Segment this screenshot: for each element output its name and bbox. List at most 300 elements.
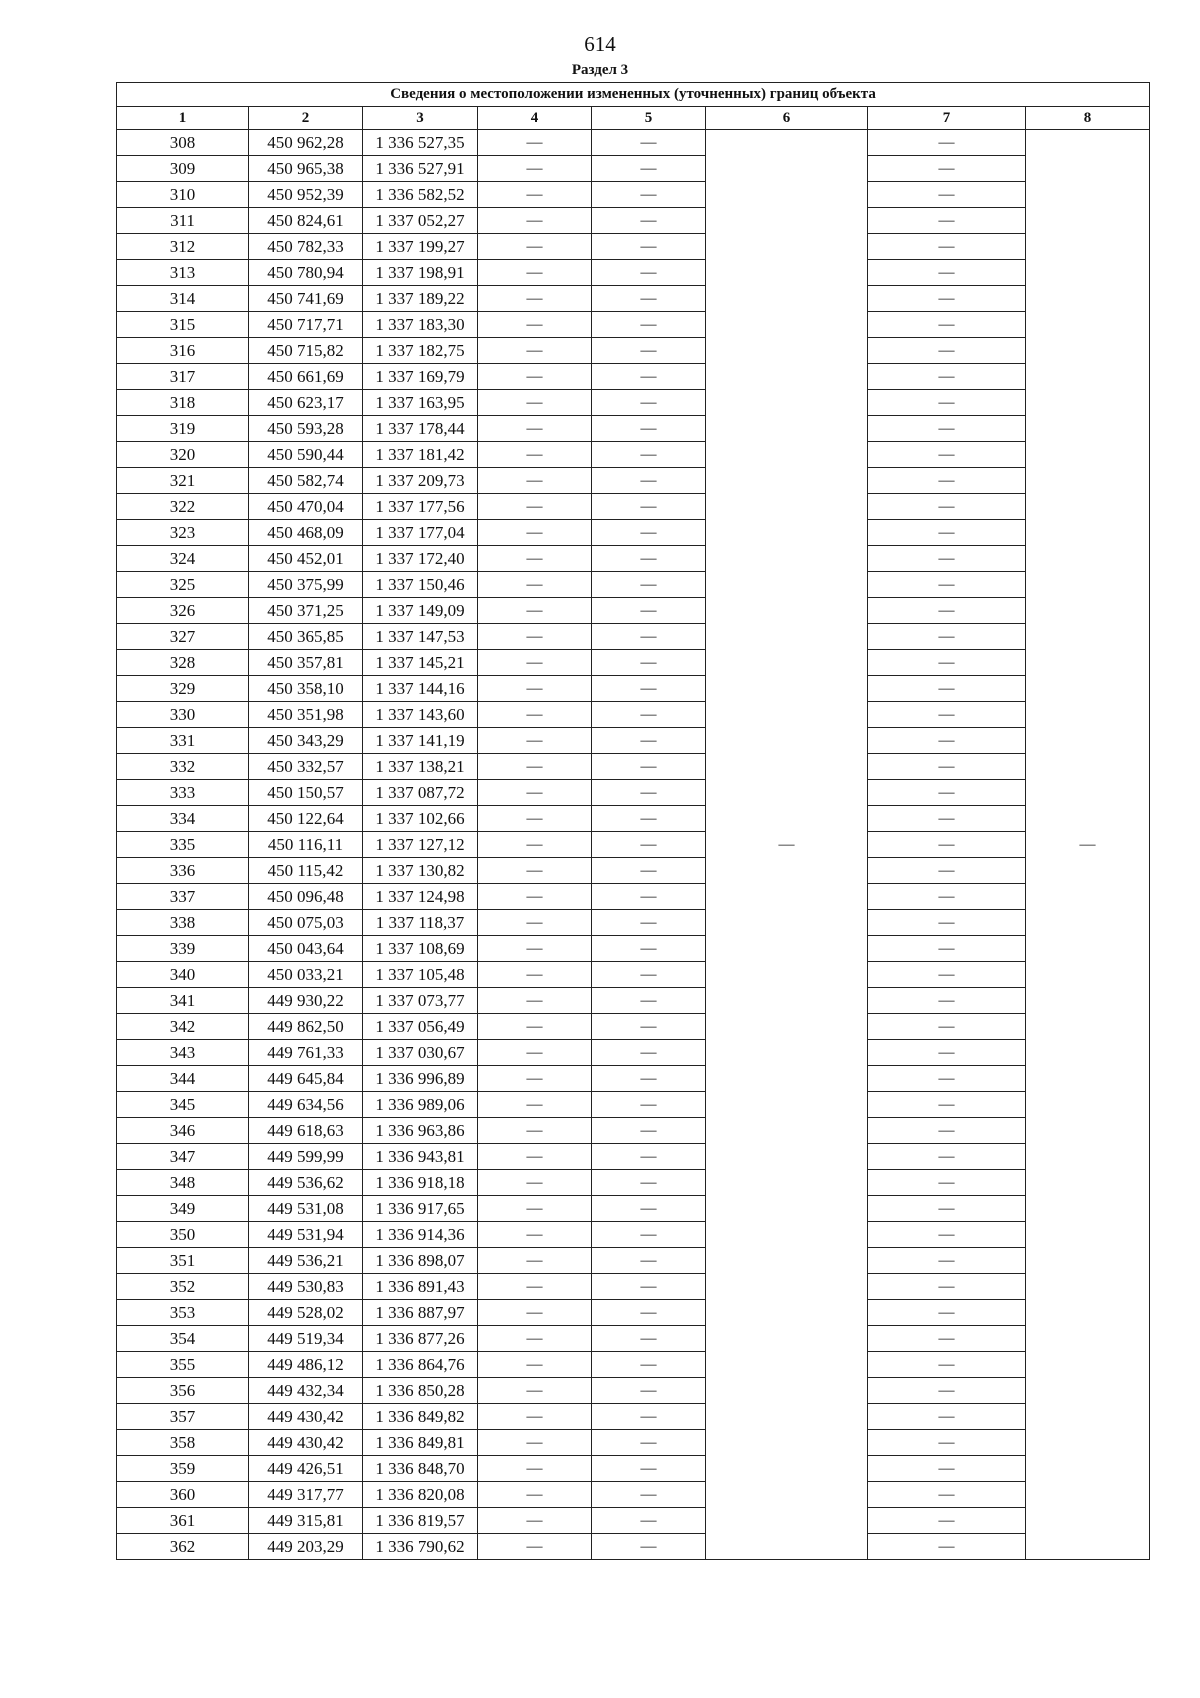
coord-x: 450 452,01 <box>249 546 363 572</box>
col7-dash: — <box>868 754 1026 780</box>
coord-x: 450 033,21 <box>249 962 363 988</box>
col5-dash: — <box>592 1248 706 1274</box>
table-row <box>117 702 1150 728</box>
col7-dash: — <box>868 234 1026 260</box>
col7-dash: — <box>868 572 1026 598</box>
column-number: 5 <box>592 107 706 130</box>
coord-x: 449 315,81 <box>249 1508 363 1534</box>
col7-dash: — <box>868 1404 1026 1430</box>
coord-y: 1 336 943,81 <box>363 1144 478 1170</box>
coord-x: 449 618,63 <box>249 1118 363 1144</box>
coord-x: 449 203,29 <box>249 1534 363 1560</box>
coord-x: 450 357,81 <box>249 650 363 676</box>
col5-dash: — <box>592 338 706 364</box>
col5-dash: — <box>592 234 706 260</box>
point-number: 328 <box>117 650 249 676</box>
coord-x: 450 150,57 <box>249 780 363 806</box>
col5-dash: — <box>592 364 706 390</box>
point-number: 313 <box>117 260 249 286</box>
col7-dash: — <box>868 416 1026 442</box>
point-number: 319 <box>117 416 249 442</box>
coord-x: 450 332,57 <box>249 754 363 780</box>
col5-dash: — <box>592 754 706 780</box>
point-number: 350 <box>117 1222 249 1248</box>
point-number: 323 <box>117 520 249 546</box>
point-number: 335 <box>117 832 249 858</box>
col7-dash: — <box>868 728 1026 754</box>
point-number: 327 <box>117 624 249 650</box>
col4-dash: — <box>478 1118 592 1144</box>
coord-y: 1 337 163,95 <box>363 390 478 416</box>
section-title: Раздел 3 <box>571 62 629 78</box>
col7-dash: — <box>868 832 1026 858</box>
col7-dash: — <box>868 130 1026 156</box>
table-row <box>117 1014 1150 1040</box>
col4-dash: — <box>478 702 592 728</box>
table-row <box>117 728 1150 754</box>
coord-y: 1 337 199,27 <box>363 234 478 260</box>
coord-x: 450 661,69 <box>249 364 363 390</box>
coord-x: 449 634,56 <box>249 1092 363 1118</box>
col5-dash: — <box>592 312 706 338</box>
coord-x: 450 590,44 <box>249 442 363 468</box>
coord-x: 449 930,22 <box>249 988 363 1014</box>
point-number: 353 <box>117 1300 249 1326</box>
coord-y: 1 337 181,42 <box>363 442 478 468</box>
table-row <box>117 1118 1150 1144</box>
col7-dash: — <box>868 442 1026 468</box>
col7-dash: — <box>868 520 1026 546</box>
table-row <box>117 390 1150 416</box>
coord-x: 449 486,12 <box>249 1352 363 1378</box>
coord-y: 1 336 850,28 <box>363 1378 478 1404</box>
col4-dash: — <box>478 1040 592 1066</box>
coord-x: 449 862,50 <box>249 1014 363 1040</box>
col4-dash: — <box>478 832 592 858</box>
table-row <box>117 520 1150 546</box>
col5-dash: — <box>592 832 706 858</box>
col4-dash: — <box>478 312 592 338</box>
col5-dash: — <box>592 1456 706 1482</box>
col5-dash: — <box>592 1430 706 1456</box>
col4-dash: — <box>478 156 592 182</box>
col7-dash: — <box>868 1222 1026 1248</box>
coord-y: 1 336 996,89 <box>363 1066 478 1092</box>
col4-dash: — <box>478 806 592 832</box>
col5-dash: — <box>592 1222 706 1248</box>
coord-y: 1 337 056,49 <box>363 1014 478 1040</box>
col7-dash: — <box>868 910 1026 936</box>
table-caption: Сведения о местоположении измененных (уточненных) границ объекта <box>117 83 1150 107</box>
table-row <box>117 416 1150 442</box>
coord-y: 1 337 087,72 <box>363 780 478 806</box>
coord-x: 449 430,42 <box>249 1430 363 1456</box>
col7-dash: — <box>868 1430 1026 1456</box>
coord-y: 1 337 177,04 <box>363 520 478 546</box>
col5-dash: — <box>592 1118 706 1144</box>
table-row <box>117 1326 1150 1352</box>
coord-y: 1 336 864,76 <box>363 1352 478 1378</box>
col7-dash: — <box>868 546 1026 572</box>
point-number: 348 <box>117 1170 249 1196</box>
coord-y: 1 336 917,65 <box>363 1196 478 1222</box>
col7-dash: — <box>868 1196 1026 1222</box>
column-number: 3 <box>363 107 478 130</box>
col4-dash: — <box>478 754 592 780</box>
col7-dash: — <box>868 806 1026 832</box>
col5-dash: — <box>592 1534 706 1560</box>
col5-dash: — <box>592 1300 706 1326</box>
col4-dash: — <box>478 650 592 676</box>
col7-dash: — <box>868 338 1026 364</box>
table-row <box>117 1066 1150 1092</box>
column-number: 1 <box>117 107 249 130</box>
table-row <box>117 468 1150 494</box>
table-row <box>117 1352 1150 1378</box>
column-number: 2 <box>249 107 363 130</box>
col5-dash: — <box>592 468 706 494</box>
col7-dash: — <box>868 1170 1026 1196</box>
table-row <box>117 156 1150 182</box>
point-number: 326 <box>117 598 249 624</box>
col7-dash: — <box>868 312 1026 338</box>
col4-dash: — <box>478 1508 592 1534</box>
point-number: 346 <box>117 1118 249 1144</box>
col4-dash: — <box>478 858 592 884</box>
column-number: 7 <box>868 107 1026 130</box>
col4-dash: — <box>478 1092 592 1118</box>
col7-dash: — <box>868 1040 1026 1066</box>
table-row <box>117 1482 1150 1508</box>
point-number: 324 <box>117 546 249 572</box>
table-row <box>117 494 1150 520</box>
coord-y: 1 336 819,57 <box>363 1508 478 1534</box>
table-row <box>117 260 1150 286</box>
table-row <box>117 546 1150 572</box>
coord-y: 1 336 914,36 <box>363 1222 478 1248</box>
col5-dash: — <box>592 598 706 624</box>
table-row <box>117 1404 1150 1430</box>
table-row <box>117 650 1150 676</box>
col5-dash: — <box>592 728 706 754</box>
col5-dash: — <box>592 130 706 156</box>
col5-dash: — <box>592 1144 706 1170</box>
col7-dash: — <box>868 1066 1026 1092</box>
coord-x: 450 468,09 <box>249 520 363 546</box>
col5-dash: — <box>592 416 706 442</box>
table-row <box>117 130 1150 156</box>
point-number: 340 <box>117 962 249 988</box>
col7-dash: — <box>868 962 1026 988</box>
coord-x: 450 470,04 <box>249 494 363 520</box>
col4-dash: — <box>478 520 592 546</box>
point-number: 314 <box>117 286 249 312</box>
point-number: 334 <box>117 806 249 832</box>
col4-dash: — <box>478 494 592 520</box>
point-number: 309 <box>117 156 249 182</box>
table-row <box>117 1144 1150 1170</box>
point-number: 332 <box>117 754 249 780</box>
col7-dash: — <box>868 988 1026 1014</box>
col7-dash: — <box>868 260 1026 286</box>
col4-dash: — <box>478 598 592 624</box>
table-row <box>117 832 1150 858</box>
col4-dash: — <box>478 988 592 1014</box>
col4-dash: — <box>478 364 592 390</box>
col4-dash: — <box>478 546 592 572</box>
col7-dash: — <box>868 780 1026 806</box>
col7-dash: — <box>868 468 1026 494</box>
coord-y: 1 337 169,79 <box>363 364 478 390</box>
coord-x: 449 519,34 <box>249 1326 363 1352</box>
point-number: 355 <box>117 1352 249 1378</box>
boundary-coordinates-table <box>116 82 1150 1560</box>
coord-y: 1 336 898,07 <box>363 1248 478 1274</box>
coord-x: 450 351,98 <box>249 702 363 728</box>
coord-x: 449 530,83 <box>249 1274 363 1300</box>
col5-dash: — <box>592 858 706 884</box>
col7-dash: — <box>868 1352 1026 1378</box>
coord-y: 1 337 177,56 <box>363 494 478 520</box>
col5-dash: — <box>592 1040 706 1066</box>
point-number: 322 <box>117 494 249 520</box>
col5-dash: — <box>592 1196 706 1222</box>
col4-dash: — <box>478 130 592 156</box>
col7-dash: — <box>868 1274 1026 1300</box>
coord-x: 449 761,33 <box>249 1040 363 1066</box>
col5-dash: — <box>592 208 706 234</box>
table-row <box>117 858 1150 884</box>
table-row <box>117 312 1150 338</box>
coord-x: 450 623,17 <box>249 390 363 416</box>
coord-y: 1 337 189,22 <box>363 286 478 312</box>
point-number: 310 <box>117 182 249 208</box>
coord-y: 1 336 989,06 <box>363 1092 478 1118</box>
coord-x: 450 780,94 <box>249 260 363 286</box>
point-number: 361 <box>117 1508 249 1534</box>
coord-x: 450 962,28 <box>249 130 363 156</box>
col4-dash: — <box>478 234 592 260</box>
col5-dash: — <box>592 936 706 962</box>
coord-y: 1 337 145,21 <box>363 650 478 676</box>
table-row <box>117 286 1150 312</box>
table-row <box>117 884 1150 910</box>
coord-y: 1 337 182,75 <box>363 338 478 364</box>
col7-dash: — <box>868 1092 1026 1118</box>
point-number: 333 <box>117 780 249 806</box>
point-number: 318 <box>117 390 249 416</box>
col4-dash: — <box>478 1404 592 1430</box>
col7-dash: — <box>868 494 1026 520</box>
coord-y: 1 336 527,91 <box>363 156 478 182</box>
col7-dash: — <box>868 858 1026 884</box>
col8-merged-dash: — <box>1026 130 1150 1560</box>
point-number: 336 <box>117 858 249 884</box>
coord-y: 1 337 183,30 <box>363 312 478 338</box>
col4-dash: — <box>478 1144 592 1170</box>
col7-dash: — <box>868 884 1026 910</box>
point-number: 357 <box>117 1404 249 1430</box>
col4-dash: — <box>478 338 592 364</box>
coord-x: 450 371,25 <box>249 598 363 624</box>
point-number: 320 <box>117 442 249 468</box>
table-row <box>117 1248 1150 1274</box>
column-number: 6 <box>706 107 868 130</box>
coord-y: 1 336 877,26 <box>363 1326 478 1352</box>
table-row <box>117 806 1150 832</box>
col7-dash: — <box>868 1508 1026 1534</box>
coord-y: 1 337 143,60 <box>363 702 478 728</box>
col7-dash: — <box>868 650 1026 676</box>
col4-dash: — <box>478 884 592 910</box>
coord-y: 1 337 105,48 <box>363 962 478 988</box>
table-row <box>117 598 1150 624</box>
table-row <box>117 1430 1150 1456</box>
coord-y: 1 336 891,43 <box>363 1274 478 1300</box>
table-body <box>117 130 1150 1560</box>
col4-dash: — <box>478 442 592 468</box>
point-number: 358 <box>117 1430 249 1456</box>
table-row <box>117 780 1150 806</box>
col7-dash: — <box>868 624 1026 650</box>
table-row <box>117 962 1150 988</box>
coord-x: 449 430,42 <box>249 1404 363 1430</box>
coord-y: 1 337 198,91 <box>363 260 478 286</box>
coord-y: 1 336 887,97 <box>363 1300 478 1326</box>
point-number: 316 <box>117 338 249 364</box>
col4-dash: — <box>478 1014 592 1040</box>
coord-y: 1 337 150,46 <box>363 572 478 598</box>
point-number: 325 <box>117 572 249 598</box>
point-number: 362 <box>117 1534 249 1560</box>
coord-y: 1 337 052,27 <box>363 208 478 234</box>
point-number: 312 <box>117 234 249 260</box>
col4-dash: — <box>478 1248 592 1274</box>
column-number: 4 <box>478 107 592 130</box>
col4-dash: — <box>478 676 592 702</box>
coord-y: 1 336 820,08 <box>363 1482 478 1508</box>
col5-dash: — <box>592 1014 706 1040</box>
col4-dash: — <box>478 1456 592 1482</box>
coord-y: 1 337 127,12 <box>363 832 478 858</box>
coord-y: 1 337 149,09 <box>363 598 478 624</box>
col4-dash: — <box>478 260 592 286</box>
col4-dash: — <box>478 728 592 754</box>
coord-x: 450 343,29 <box>249 728 363 754</box>
point-number: 341 <box>117 988 249 1014</box>
point-number: 311 <box>117 208 249 234</box>
col4-dash: — <box>478 468 592 494</box>
coord-y: 1 337 209,73 <box>363 468 478 494</box>
coord-x: 450 741,69 <box>249 286 363 312</box>
col4-dash: — <box>478 1430 592 1456</box>
col7-dash: — <box>868 182 1026 208</box>
table-row <box>117 1040 1150 1066</box>
coord-y: 1 337 172,40 <box>363 546 478 572</box>
coord-y: 1 337 118,37 <box>363 910 478 936</box>
col5-dash: — <box>592 1170 706 1196</box>
col5-dash: — <box>592 494 706 520</box>
point-number: 342 <box>117 1014 249 1040</box>
point-number: 347 <box>117 1144 249 1170</box>
point-number: 345 <box>117 1092 249 1118</box>
point-number: 338 <box>117 910 249 936</box>
coord-x: 450 116,11 <box>249 832 363 858</box>
col4-dash: — <box>478 1170 592 1196</box>
col5-dash: — <box>592 182 706 208</box>
col5-dash: — <box>592 286 706 312</box>
table-row <box>117 442 1150 468</box>
col5-dash: — <box>592 1274 706 1300</box>
table-row <box>117 182 1150 208</box>
table-row <box>117 754 1150 780</box>
coord-x: 450 075,03 <box>249 910 363 936</box>
point-number: 308 <box>117 130 249 156</box>
coord-x: 449 317,77 <box>249 1482 363 1508</box>
coord-y: 1 336 918,18 <box>363 1170 478 1196</box>
col5-dash: — <box>592 884 706 910</box>
coord-y: 1 336 582,52 <box>363 182 478 208</box>
coord-x: 450 593,28 <box>249 416 363 442</box>
col4-dash: — <box>478 1300 592 1326</box>
col5-dash: — <box>592 572 706 598</box>
col5-dash: — <box>592 156 706 182</box>
coord-y: 1 337 108,69 <box>363 936 478 962</box>
col4-dash: — <box>478 962 592 988</box>
table-row <box>117 988 1150 1014</box>
col7-dash: — <box>868 390 1026 416</box>
col4-dash: — <box>478 390 592 416</box>
table-row <box>117 676 1150 702</box>
coord-x: 450 043,64 <box>249 936 363 962</box>
col5-dash: — <box>592 962 706 988</box>
point-number: 330 <box>117 702 249 728</box>
coord-x: 450 096,48 <box>249 884 363 910</box>
coord-x: 449 432,34 <box>249 1378 363 1404</box>
col7-dash: — <box>868 1248 1026 1274</box>
col4-dash: — <box>478 1274 592 1300</box>
coord-y: 1 337 073,77 <box>363 988 478 1014</box>
col7-dash: — <box>868 1534 1026 1560</box>
point-number: 344 <box>117 1066 249 1092</box>
point-number: 315 <box>117 312 249 338</box>
col4-dash: — <box>478 780 592 806</box>
col4-dash: — <box>478 1066 592 1092</box>
point-number: 317 <box>117 364 249 390</box>
coord-x: 450 715,82 <box>249 338 363 364</box>
table-row <box>117 1456 1150 1482</box>
point-number: 329 <box>117 676 249 702</box>
coord-y: 1 337 138,21 <box>363 754 478 780</box>
col5-dash: — <box>592 1378 706 1404</box>
col4-dash: — <box>478 1378 592 1404</box>
col5-dash: — <box>592 650 706 676</box>
coord-x: 449 536,62 <box>249 1170 363 1196</box>
col7-dash: — <box>868 286 1026 312</box>
table-row <box>117 910 1150 936</box>
col5-dash: — <box>592 260 706 286</box>
col4-dash: — <box>478 182 592 208</box>
col5-dash: — <box>592 1092 706 1118</box>
coord-y: 1 336 790,62 <box>363 1534 478 1560</box>
table-row <box>117 1196 1150 1222</box>
col6-merged-dash: — <box>706 130 868 1560</box>
col4-dash: — <box>478 910 592 936</box>
col4-dash: — <box>478 1196 592 1222</box>
col5-dash: — <box>592 546 706 572</box>
coord-x: 450 115,42 <box>249 858 363 884</box>
col7-dash: — <box>868 702 1026 728</box>
